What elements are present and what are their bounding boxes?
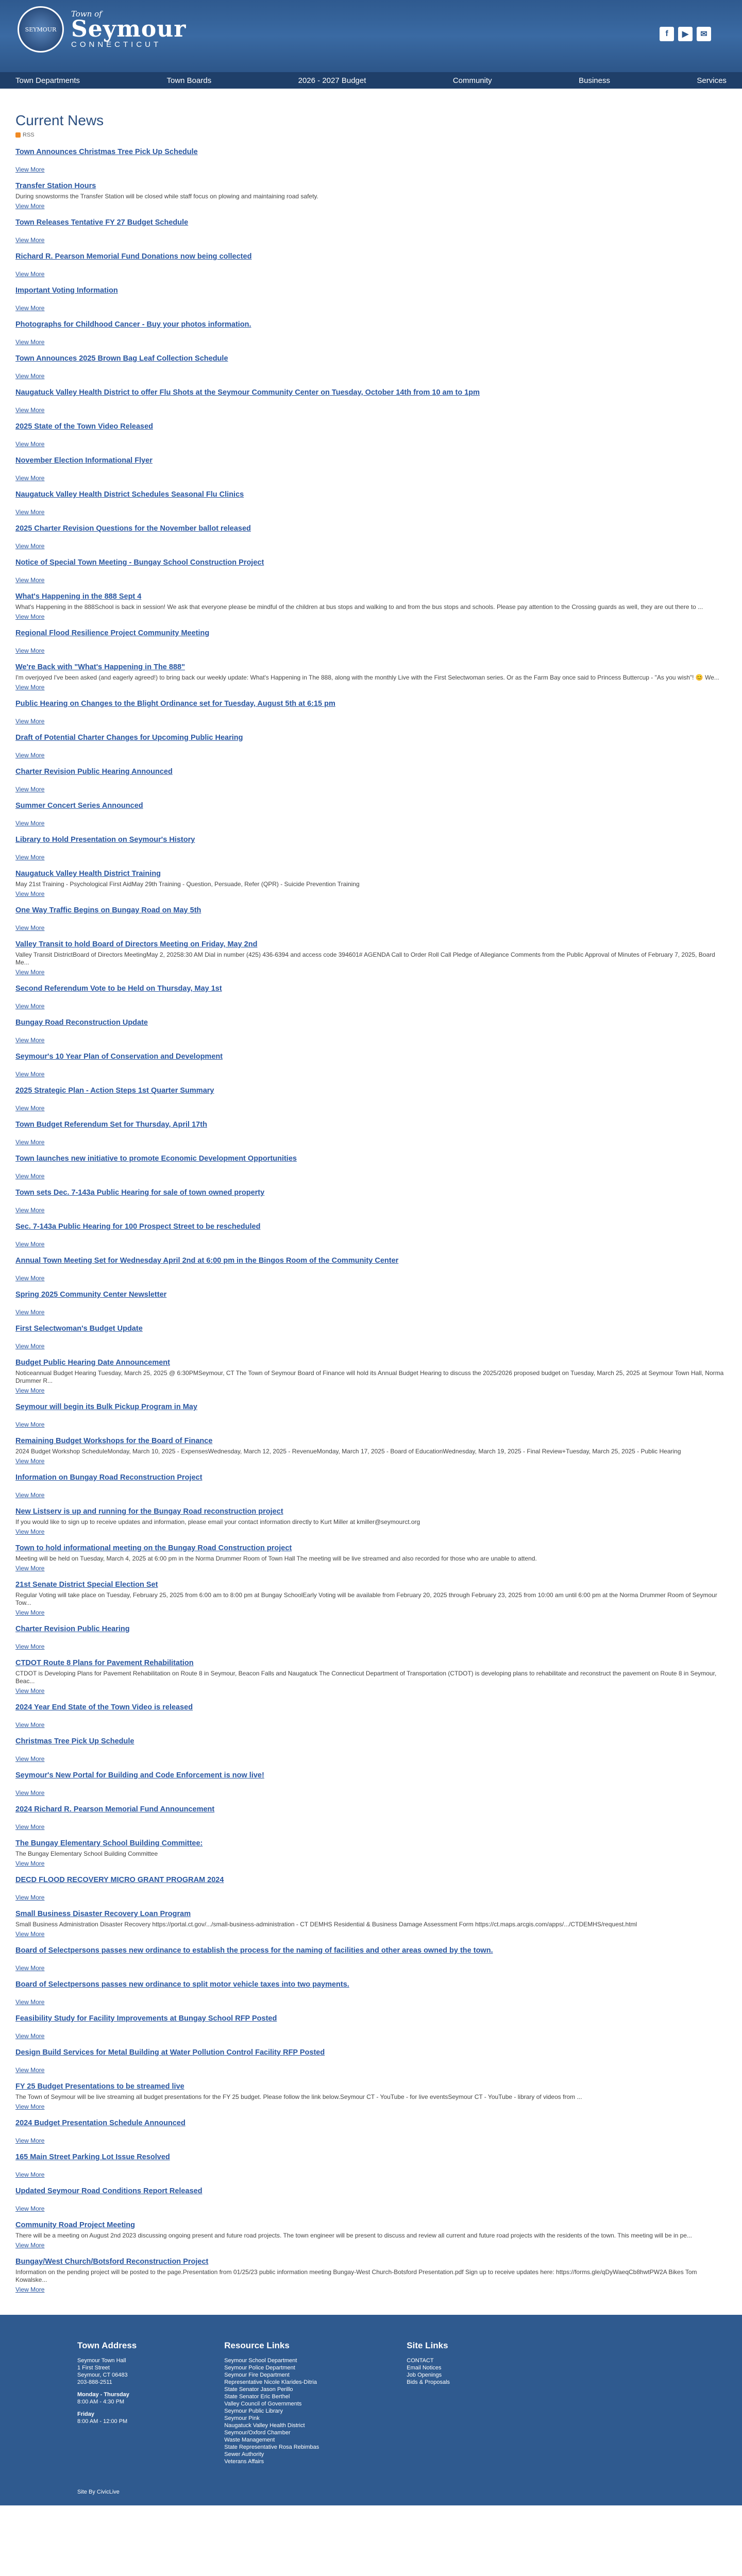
nav-item[interactable]: Services: [697, 76, 727, 85]
footer-site-title: Site Links: [407, 2341, 448, 2350]
view-more-link[interactable]: View More: [15, 474, 45, 482]
news-title-link[interactable]: Town sets Dec. 7-143a Public Hearing for sale of town owned property: [15, 1189, 265, 1197]
view-more-link[interactable]: View More: [15, 820, 45, 827]
list-item: [15, 731, 727, 765]
news-title-link[interactable]: Remaining Budget Workshops for the Board of Finance: [15, 1437, 213, 1445]
news-description: The Town of Seymour will be live streaming all budget presentations for the FY 25 budget. Please follow the link below.Seymour CT - YouTube - for live eventsSeymour CT - YouTube - library of videos from ...: [15, 2093, 582, 2100]
news-description: CTDOT is Developing Plans for Pavement Rehabilitation on Route 8 in Seymour, Beacon Falls and Naugatuck The Connecticut Department of Transportation (CTDOT) is developing plans to rehabilitate and reconstruct the pavement on Route 8 in Seymour, Beac...: [15, 1670, 717, 1685]
list-item: [15, 1837, 727, 1873]
view-more-link[interactable]: View More: [15, 2205, 45, 2212]
footer-resource-link[interactable]: Seymour Public Library: [224, 2408, 283, 2414]
news-title-link[interactable]: 21st Senate District Special Election Set: [15, 1581, 158, 1589]
news-title-link[interactable]: Community Road Project Meeting: [15, 2221, 136, 2229]
footer-resources: [224, 2341, 319, 2505]
news-title-link[interactable]: Bungay/West Church/Botsford Reconstruction Project: [15, 2258, 209, 2266]
news-title-link[interactable]: First Selectwoman's Budget Update: [15, 1325, 143, 1333]
friday-value: 8:00 AM - 12:00 PM: [77, 2418, 128, 2425]
banner: [0, 89, 742, 97]
news-title-link[interactable]: Town Announces Christmas Tree Pick Up Schedule: [15, 148, 198, 156]
nav-item[interactable]: Business: [579, 76, 610, 85]
news-title-link[interactable]: November Election Informational Flyer: [15, 456, 153, 465]
news-title-link[interactable]: Second Referendum Vote to be Held on Thursday, May 1st: [15, 985, 222, 993]
site-credit[interactable]: Site By CivicLive: [77, 2489, 120, 2495]
list-item: [15, 488, 727, 522]
news-description: The Bungay Elementary School Building Committee: [15, 1850, 158, 1857]
list-item: [15, 2046, 727, 2080]
list-item: [15, 1084, 727, 1118]
list-item: [15, 1322, 727, 1356]
list-item: [15, 1400, 727, 1434]
view-more-link[interactable]: View More: [15, 1643, 45, 1650]
list-item: [15, 1471, 727, 1505]
news-title-link[interactable]: Information on Bungay Road Reconstruction Project: [15, 1473, 203, 1482]
list-item: [15, 938, 727, 982]
site-header: [0, 0, 742, 72]
view-more-link[interactable]: View More: [15, 543, 45, 550]
list-item: [15, 626, 727, 660]
news-title-link[interactable]: Spring 2025 Community Center Newsletter: [15, 1291, 167, 1299]
main-content: [0, 97, 742, 2299]
list-item: [15, 2012, 727, 2046]
footer-resource-link[interactable]: Seymour/Oxford Chamber: [224, 2430, 291, 2436]
news-title-link[interactable]: Sec. 7-143a Public Hearing for 100 Prospect Street to be rescheduled: [15, 1223, 261, 1231]
list-item: [15, 454, 727, 488]
list-item: [15, 1541, 727, 1578]
view-more-link[interactable]: View More: [15, 1789, 45, 1797]
news-title-link[interactable]: Regional Flood Resilience Project Community Meeting: [15, 629, 210, 637]
list-item: [15, 1944, 727, 1978]
news-title-link[interactable]: What's Happening in the 888 Sept 4: [15, 592, 142, 601]
footer-resource-link[interactable]: State Representative Rosa Rebimbas: [224, 2444, 319, 2450]
site-footer: [0, 2315, 742, 2505]
list-item: [15, 420, 727, 454]
social-links: [660, 27, 711, 41]
list-item: [15, 284, 727, 318]
rss-label: RSS: [23, 132, 35, 138]
logo-town-of: Town of: [71, 9, 102, 19]
footer-site-links: [407, 2341, 450, 2505]
list-item: [15, 904, 727, 938]
list-item: [15, 1152, 727, 1186]
view-more-link[interactable]: View More: [15, 1894, 45, 1901]
news-title-link[interactable]: Design Build Services for Metal Building at Water Pollution Control Facility RFP Posted: [15, 2048, 325, 2057]
view-more-link[interactable]: View More: [15, 1105, 45, 1112]
list-item: [15, 386, 727, 420]
list-item: [15, 318, 727, 352]
footer-resource-link[interactable]: Seymour Fire Department: [224, 2372, 290, 2378]
list-item: [15, 697, 727, 731]
news-title-link[interactable]: Small Business Disaster Recovery Loan Program: [15, 1910, 191, 1918]
view-more-link[interactable]: View More: [15, 1309, 45, 1316]
footer-resource-link[interactable]: Seymour School Department: [224, 2358, 297, 2364]
list-item: [15, 2255, 727, 2299]
footer-address: [77, 2341, 137, 2505]
address-line: Seymour Town Hall: [77, 2358, 126, 2364]
list-item: [15, 1978, 727, 2012]
rss-icon: [15, 132, 21, 138]
view-more-link[interactable]: View More: [15, 890, 45, 897]
town-seal-icon: SEYMOUR: [18, 6, 64, 53]
news-title-link[interactable]: We're Back with "What's Happening in The 888": [15, 663, 185, 671]
view-more-link[interactable]: View More: [15, 304, 45, 312]
view-more-link[interactable]: View More: [15, 372, 45, 380]
view-more-link[interactable]: View More: [15, 1860, 45, 1867]
news-description: Regular Voting will take place on Tuesday, February 25, 2025 from 6:00 am to 8:00 pm at Bungay SchoolEarly Voting will be available from February 20, 2025 through February 23, 2025 from 10:00 am until 6:00 pm at the Norma Drummer Room of Seymour Tow...: [15, 1591, 717, 1606]
view-more-link[interactable]: View More: [15, 1037, 45, 1044]
logo-connecticut: CONNECTICUT: [71, 40, 162, 49]
view-more-link[interactable]: View More: [15, 1609, 45, 1616]
view-more-link[interactable]: View More: [15, 577, 45, 584]
list-item: [15, 1803, 727, 1837]
news-title-link[interactable]: Important Voting Information: [15, 286, 118, 295]
news-title-link[interactable]: Seymour's 10 Year Plan of Conservation and Development: [15, 1053, 223, 1061]
news-description: Information on the pending project will be posted to the page.Presentation from 01/25/23 public information meeting Bungay-West Church-Botsford Presentation.pdf Sign up to receive updates here: https://forms.gle/qDyWaeqCb8hwtPW2A Bikes Tom Kowalske...: [15, 2268, 697, 2283]
list-item: [15, 1356, 727, 1400]
hours-label: Monday - Thursday: [77, 2392, 129, 2398]
footer-resource-link[interactable]: Valley Council of Governments: [224, 2401, 302, 2407]
list-item: [15, 522, 727, 556]
view-more-link[interactable]: View More: [15, 969, 45, 976]
list-item: [15, 1769, 727, 1803]
view-more-link[interactable]: View More: [15, 1565, 45, 1572]
view-more-link[interactable]: View More: [15, 684, 45, 691]
view-more-link[interactable]: View More: [15, 1458, 45, 1465]
news-title-link[interactable]: Board of Selectpersons passes new ordinance to split motor vehicle taxes into two payments.: [15, 1980, 349, 1989]
list-item: [15, 1254, 727, 1288]
view-more-link[interactable]: View More: [15, 1387, 45, 1394]
list-item: [15, 145, 727, 179]
view-more-link[interactable]: View More: [15, 752, 45, 759]
list-item: [15, 1220, 727, 1254]
news-title-link[interactable]: Seymour's New Portal for Building and Code Enforcement is now live!: [15, 1771, 264, 1780]
footer-resource-link[interactable]: Sewer Authority: [224, 2451, 264, 2458]
list-item: [15, 867, 727, 904]
news-description: Valley Transit DistrictBoard of Directors MeetingMay 2, 20258:30 AM Dial in number (425) 436-6394 and access code 394601# AGENDA Call to Order Roll Call Pledge of Allegiance Comments from the Public Approval of Minutes of February 7, 2025, Board Me...: [15, 951, 715, 966]
view-more-link[interactable]: View More: [15, 2137, 45, 2144]
hours-value: 8:00 AM - 4:30 PM: [77, 2399, 125, 2405]
site-logo[interactable]: [18, 6, 186, 53]
nav-item[interactable]: 2026 - 2027 Budget: [298, 76, 366, 85]
view-more-link[interactable]: View More: [15, 2242, 45, 2249]
view-more-link[interactable]: View More: [15, 1687, 45, 1694]
view-more-link[interactable]: View More: [15, 1421, 45, 1428]
view-more-link[interactable]: View More: [15, 613, 45, 620]
list-item: [15, 765, 727, 799]
news-description: 2024 Budget Workshop ScheduleMonday, March 10, 2025 - ExpensesWednesday, March 12, 2025 - RevenueMonday, March 17, 2025 - Board of EducationWednesday, March 19, 2025 - Final Review+Tuesday, March 25, 2025 - Public Hearing: [15, 1448, 681, 1455]
list-item: [15, 2116, 727, 2150]
news-title-link[interactable]: New Listserv is up and running for the Bungay Road reconstruction project: [15, 1507, 283, 1516]
news-title-link[interactable]: Public Hearing on Changes to the Blight Ordinance set for Tuesday, August 5th at 6:15 pm: [15, 700, 335, 708]
address-line: Seymour, CT 06483: [77, 2372, 128, 2378]
news-title-link[interactable]: 2024 Year End State of the Town Video is released: [15, 1703, 193, 1711]
news-title-link[interactable]: Photographs for Childhood Cancer - Buy your photos information.: [15, 320, 251, 329]
nav-item[interactable]: Town Departments: [15, 76, 80, 85]
news-title-link[interactable]: 2025 Strategic Plan - Action Steps 1st Quarter Summary: [15, 1087, 214, 1095]
news-title-link[interactable]: Richard R. Pearson Memorial Fund Donations now being collected: [15, 252, 252, 261]
list-item: [15, 1288, 727, 1322]
news-title-link[interactable]: Town Budget Referendum Set for Thursday, April 17th: [15, 1121, 207, 1129]
view-more-link[interactable]: View More: [15, 2032, 45, 2040]
list-item: [15, 1505, 727, 1541]
view-more-link[interactable]: View More: [15, 1275, 45, 1282]
view-more-link[interactable]: View More: [15, 440, 45, 448]
news-title-link[interactable]: 2025 State of the Town Video Released: [15, 422, 153, 431]
footer-resource-link[interactable]: Naugatuck Valley Health District: [224, 2422, 305, 2429]
news-title-link[interactable]: Naugatuck Valley Health District Training: [15, 870, 161, 878]
page-title: Current News: [15, 112, 104, 128]
list-item: [15, 2184, 727, 2218]
friday-label: Friday: [77, 2411, 95, 2417]
list-item: [15, 833, 727, 867]
view-more-link[interactable]: View More: [15, 202, 45, 210]
list-item: [15, 250, 727, 284]
list-item: [15, 556, 727, 590]
news-description: Noticeannual Budget Hearing Tuesday, March 25, 2025 @ 6:30PMSeymour, CT The Town of Seymour Board of Finance will hold its Annual Budget Hearing to discuss the 2025/2026 proposed budget on Tuesday, March 25, 2025 at Seymour Town Hall, Norma Drummer R...: [15, 1369, 724, 1384]
list-item: [15, 179, 727, 216]
list-item: [15, 590, 727, 626]
list-item: [15, 2150, 727, 2184]
list-item: [15, 352, 727, 386]
news-description: During snowstorms the Transfer Station will be closed while staff focus on plowing and maintaining road safety.: [15, 193, 318, 200]
view-more-link[interactable]: View More: [15, 1207, 45, 1214]
list-item: [15, 1622, 727, 1656]
view-more-link[interactable]: View More: [15, 2066, 45, 2074]
view-more-link[interactable]: View More: [15, 1721, 45, 1728]
view-more-link[interactable]: View More: [15, 509, 45, 516]
news-title-link[interactable]: 165 Main Street Parking Lot Issue Resolved: [15, 2153, 170, 2161]
news-description: What's Happening in the 888School is back in session! We ask that everyone please be mindful of the children at bus stops and walking to and from the bus stops and schools. Please pay attention to the Crossing guards as well, they are out there to ...: [15, 603, 703, 611]
footer-resource-link[interactable]: Waste Management: [224, 2437, 275, 2443]
list-item: [15, 982, 727, 1016]
news-title-link[interactable]: Updated Seymour Road Conditions Report Released: [15, 2187, 203, 2195]
news-title-link[interactable]: Feasibility Study for Facility Improvements at Bungay School RFP Posted: [15, 2014, 277, 2023]
news-title-link[interactable]: Valley Transit to hold Board of Directors Meeting on Friday, May 2nd: [15, 940, 258, 948]
news-description: Meeting will be held on Tuesday, March 4, 2025 at 6:00 pm in the Norma Drummer Room of Town Hall The meeting will be live streamed and also recorded for those who are unable to attend.: [15, 1555, 537, 1562]
news-title-link[interactable]: Town Releases Tentative FY 27 Budget Schedule: [15, 218, 189, 227]
view-more-link[interactable]: View More: [15, 647, 45, 654]
address-line: 1 First Street: [77, 2365, 110, 2371]
list-item: [15, 216, 727, 250]
list-item: [15, 1434, 727, 1471]
view-more-link[interactable]: View More: [15, 1528, 45, 1535]
list-item: [15, 1578, 727, 1622]
news-description: If you would like to sign up to receive updates and information, please email your contact information directly to Kurt Miller at kmiller@seymourct.org: [15, 1518, 420, 1526]
list-item: [15, 2218, 727, 2255]
footer-site-link[interactable]: Bids & Proposals: [407, 2379, 450, 2385]
news-title-link[interactable]: The Bungay Elementary School Building Committee:: [15, 1839, 203, 1848]
news-title-link[interactable]: Town launches new initiative to promote Economic Development Opportunities: [15, 1155, 297, 1163]
news-title-link[interactable]: Bungay Road Reconstruction Update: [15, 1019, 148, 1027]
footer-address-title: Town Address: [77, 2341, 137, 2350]
nav-item[interactable]: Town Boards: [166, 76, 212, 85]
nav-item[interactable]: Community: [452, 76, 492, 85]
news-description: Small Business Administration Disaster Recovery https://portal.ct.gov/.../small-business-administration - CT DEMHS Residential & Business Damage Assessment Form https://ct.maps.arcgis.com/apps/.../CTDEMHS/request.html: [15, 1921, 637, 1928]
news-title-link[interactable]: Charter Revision Public Hearing: [15, 1625, 130, 1633]
phone-number[interactable]: 203-888-2511: [77, 2379, 112, 2385]
view-more-link[interactable]: View More: [15, 1139, 45, 1146]
news-title-link[interactable]: DECD FLOOD RECOVERY MICRO GRANT PROGRAM 2024: [15, 1876, 224, 1884]
logo-text: [71, 10, 186, 48]
view-more-link[interactable]: View More: [15, 1964, 45, 1972]
news-title-link[interactable]: Naugatuck Valley Health District Schedules Seasonal Flu Clinics: [15, 490, 244, 499]
news-description: I'm overjoyed I've been asked (and eagerly agreed!) to bring back our weekly update: What's Happening in The 888, along with the monthly Live with the First Selectwoman series. Or as the Farm Bay once said to Princess Buttercup - "As you wish"! 😊 We...: [15, 674, 719, 681]
footer-resource-link[interactable]: Seymour Pink: [224, 2415, 260, 2421]
news-title-link[interactable]: Draft of Potential Charter Changes for Upcoming Public Hearing: [15, 734, 243, 742]
list-item: [15, 1050, 727, 1084]
footer-resource-link[interactable]: State Senator Eric Berthel: [224, 2394, 290, 2400]
list-item: [15, 2080, 727, 2116]
list-item: [15, 1735, 727, 1769]
news-title-link[interactable]: Library to Hold Presentation on Seymour's History: [15, 836, 195, 844]
view-more-link[interactable]: View More: [15, 1343, 45, 1350]
footer-resource-link[interactable]: State Senator Jason Perillo: [224, 2386, 293, 2393]
list-item: [15, 660, 727, 697]
news-description: May 21st Training - Psychological First AidMay 29th Training - Question, Persuade, Refer (QPR) - Suicide Prevention Training: [15, 880, 360, 888]
view-more-link[interactable]: View More: [15, 236, 45, 244]
news-description: There will be a meeting on August 2nd 2023 discussing ongoing present and future road projects. The town engineer will be present to discuss and review all current and future road projects with the residents of the town. This meeting will be in pe...: [15, 2232, 692, 2239]
footer-resource-link[interactable]: Representative Nicole Klarides-Ditria: [224, 2379, 317, 2385]
footer-site-link[interactable]: Job Openings: [407, 2372, 442, 2378]
news-title-link[interactable]: Transfer Station Hours: [15, 182, 96, 190]
view-more-link[interactable]: View More: [15, 1173, 45, 1180]
footer-site-link[interactable]: Email Notices: [407, 2365, 442, 2371]
list-item: [15, 1907, 727, 1944]
view-more-link[interactable]: View More: [15, 1071, 45, 1078]
logo-seymour: Seymour: [71, 16, 187, 42]
view-more-link[interactable]: View More: [15, 924, 45, 931]
list-item: [15, 1016, 727, 1050]
news-list: [15, 145, 727, 2299]
news-title-link[interactable]: FY 25 Budget Presentations to be streamed live: [15, 2082, 184, 2091]
view-more-link[interactable]: View More: [15, 2286, 45, 2293]
news-title-link[interactable]: Budget Public Hearing Date Announcement: [15, 1359, 170, 1367]
view-more-link[interactable]: View More: [15, 1755, 45, 1762]
list-item: [15, 1656, 727, 1701]
view-more-link[interactable]: View More: [15, 1930, 45, 1938]
list-item: [15, 1873, 727, 1907]
view-more-link[interactable]: View More: [15, 338, 45, 346]
view-more-link[interactable]: View More: [15, 406, 45, 414]
view-more-link[interactable]: View More: [15, 786, 45, 793]
news-title-link[interactable]: Board of Selectpersons passes new ordinance to establish the process for the naming of facilities and other areas owned by the town.: [15, 1946, 493, 1955]
view-more-link[interactable]: View More: [15, 2103, 45, 2110]
news-title-link[interactable]: Town to hold informational meeting on the Bungay Road Construction project: [15, 1544, 292, 1552]
news-title-link[interactable]: Annual Town Meeting Set for Wednesday April 2nd at 6:00 pm in the Bingos Room of the Community Center: [15, 1257, 399, 1265]
news-title-link[interactable]: Christmas Tree Pick Up Schedule: [15, 1737, 134, 1745]
news-title-link[interactable]: One Way Traffic Begins on Bungay Road on May 5th: [15, 906, 201, 914]
view-more-link[interactable]: View More: [15, 854, 45, 861]
news-title-link[interactable]: Seymour will begin its Bulk Pickup Program in May: [15, 1403, 197, 1411]
facebook-icon[interactable]: f: [660, 27, 674, 41]
list-item: [15, 1118, 727, 1152]
news-title-link[interactable]: Naugatuck Valley Health District to offer Flu Shots at the Seymour Community Center on Tuesday, October 14th from 10 am to 1pm: [15, 388, 480, 397]
email-icon[interactable]: ✉: [697, 27, 711, 41]
view-more-link[interactable]: View More: [15, 2171, 45, 2178]
view-more-link[interactable]: View More: [15, 270, 45, 278]
news-title-link[interactable]: Charter Revision Public Hearing Announced: [15, 768, 173, 776]
news-title-link[interactable]: 2025 Charter Revision Questions for the November ballot released: [15, 524, 251, 533]
view-more-link[interactable]: View More: [15, 1998, 45, 2006]
view-more-link[interactable]: View More: [15, 1492, 45, 1499]
list-item: [15, 799, 727, 833]
list-item: [15, 1186, 727, 1220]
footer-resource-link[interactable]: Seymour Police Department: [224, 2365, 295, 2371]
news-title-link[interactable]: Notice of Special Town Meeting - Bungay School Construction Project: [15, 558, 264, 567]
view-more-link[interactable]: View More: [15, 166, 45, 173]
youtube-icon[interactable]: ▶: [678, 27, 693, 41]
view-more-link[interactable]: View More: [15, 718, 45, 725]
footer-resource-link[interactable]: Veterans Affairs: [224, 2459, 264, 2465]
view-more-link[interactable]: View More: [15, 1241, 45, 1248]
news-title-link[interactable]: CTDOT Route 8 Plans for Pavement Rehabilitation: [15, 1659, 194, 1667]
view-more-link[interactable]: View More: [15, 1823, 45, 1831]
news-title-link[interactable]: Town Announces 2025 Brown Bag Leaf Collection Schedule: [15, 354, 228, 363]
footer-site-link[interactable]: CONTACT: [407, 2358, 434, 2364]
news-title-link[interactable]: 2024 Richard R. Pearson Memorial Fund Announcement: [15, 1805, 215, 1814]
main-nav: [0, 72, 742, 89]
rss-link[interactable]: [15, 132, 727, 138]
list-item: [15, 1701, 727, 1735]
footer-resources-title: Resource Links: [224, 2341, 290, 2350]
view-more-link[interactable]: View More: [15, 1003, 45, 1010]
news-title-link[interactable]: 2024 Budget Presentation Schedule Announced: [15, 2119, 185, 2127]
news-title-link[interactable]: Summer Concert Series Announced: [15, 802, 143, 810]
